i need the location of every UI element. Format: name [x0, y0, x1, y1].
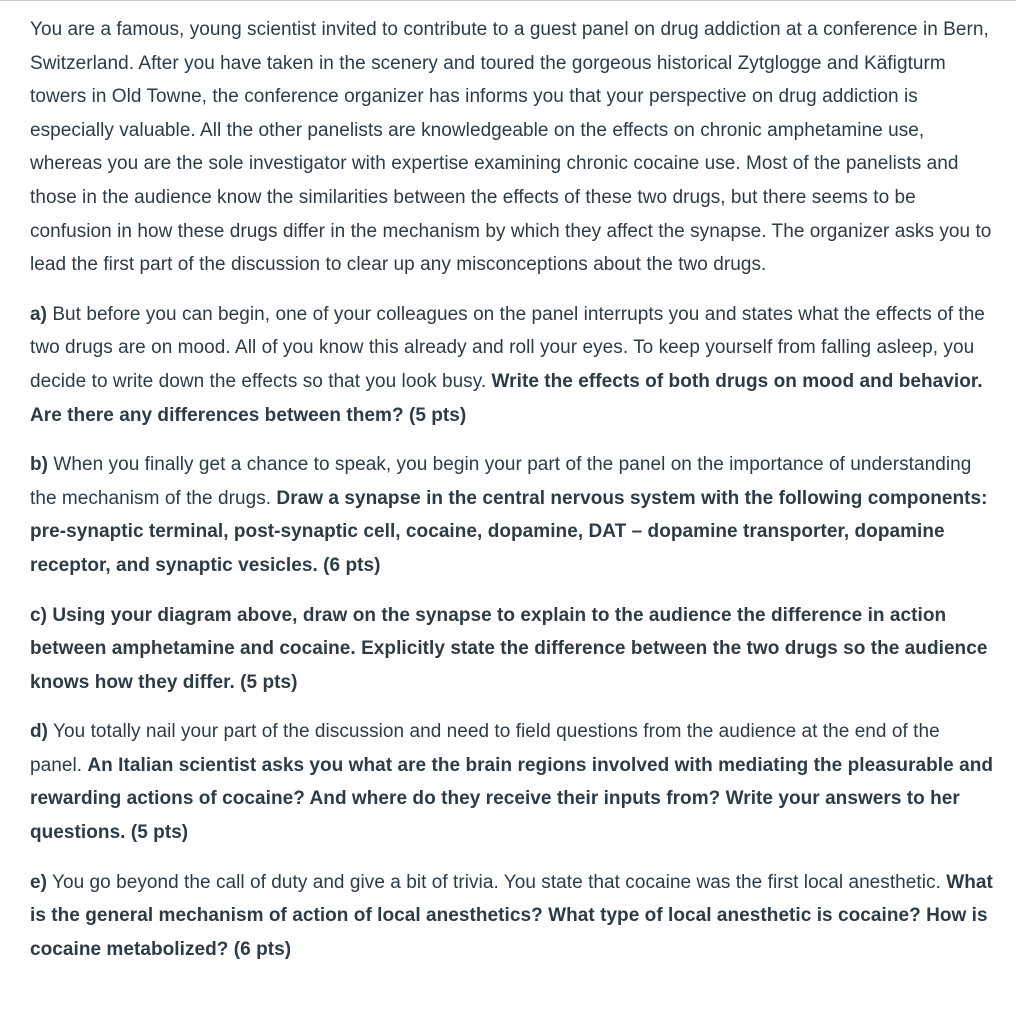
question-b-label: b): [30, 454, 49, 476]
question-c-label: c): [30, 604, 47, 626]
question-b: [30, 448, 996, 582]
question-e-prompt: What is the general mechanism of action of local anesthetics? What type of local anesthetic is cocaine? How is cocaine metabolized? (6 pts): [30, 871, 993, 960]
question-b-prompt: Draw a synapse in the central nervous system with the following components: pre-synaptic terminal, post-synaptic cell, cocaine, dopamine, DAT – dopamine transporter, dopamine receptor, and synaptic vesicles. (6 pts): [30, 487, 988, 576]
question-a-prompt: Write the effects of both drugs on mood and behavior. Are there any differences between them? (5 pts): [30, 370, 983, 426]
question-e-label: e): [30, 871, 47, 893]
question-b-text: When you finally get a chance to speak, you begin your part of the panel on the importance of understanding the mechanism of the drugs.: [30, 454, 972, 509]
question-c-prompt: Using your diagram above, draw on the synapse to explain to the audience the difference in action between amphetamine and cocaine. Explicitly state the difference between the two drugs so the audience knows how they differ. (5 pts): [30, 604, 988, 693]
question-d-label: d): [30, 721, 49, 743]
question-d: [30, 715, 996, 849]
question-d-prompt: An Italian scientist asks you what are the brain regions involved with mediating the pleasurable and rewarding actions of cocaine? And where do they receive their inputs from? Write your answers to her questions. (5 pts): [30, 754, 994, 844]
intro-paragraph: You are a famous, young scientist invited to contribute to a guest panel on drug addiction at a conference in Bern, Switzerland. After you have taken in the scenery and toured the gorgeous historical Zytglogge and Käfigturm towers in Old Towne, the conference organizer has informs you that your perspective on drug addiction is especially valuable. All the other panelists are knowledgeable on the effects on chronic amphetamine use, whereas you are the sole investigator with expertise examining chronic cocaine use. Most of the panelists and those in the audience know the similarities between the effects of these two drugs, but there seems to be confusion in how these drugs differ in the mechanism by which they affect the synapse. The organizer asks you to lead the first part of the discussion to clear up any misconceptions about the two drugs.: [30, 19, 992, 276]
question-a-text: But before you can begin, one of your colleagues on the panel interrupts you and states what the effects of the two drugs are on mood. All of you know this already and roll your eyes. To keep yourself from falling asleep, you decide to write down the effects so that you look busy.: [30, 303, 985, 392]
question-e-text: You go beyond the call of duty and give a bit of trivia. You state that cocaine was the first local anesthetic.: [47, 871, 947, 893]
question-c: [30, 599, 996, 700]
question-a-label: a): [30, 303, 47, 325]
question-e: [30, 866, 996, 967]
question-a: [30, 298, 996, 432]
question-d-text: You totally nail your part of the discussion and need to field questions from the audience at the end of the panel.: [30, 721, 940, 776]
